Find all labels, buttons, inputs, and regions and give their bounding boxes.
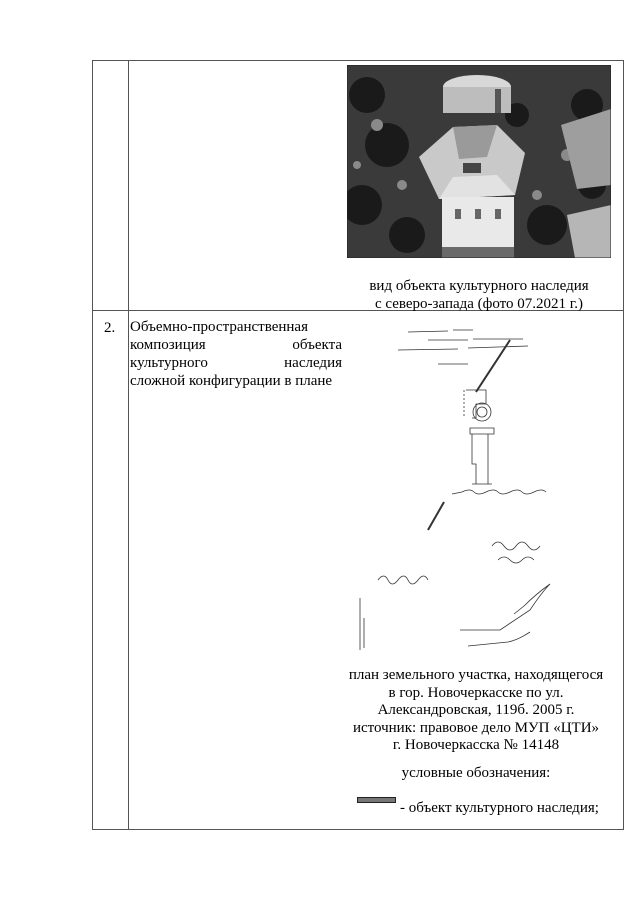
plan-caption-line-4: источник: правовое дело МУП «ЦТИ» bbox=[352, 719, 600, 736]
photo-caption-line-2: с северо-запада (фото 07.2021 г.) bbox=[375, 296, 583, 312]
table-bottom-border bbox=[92, 829, 624, 830]
plan-caption-line-3: Александровская, 119б. 2005 г. bbox=[377, 702, 575, 718]
plan-caption-line-5: г. Новочеркасска № 14148 bbox=[392, 737, 560, 753]
table-left-border bbox=[92, 60, 93, 830]
aerial-photo bbox=[347, 65, 611, 258]
description-line-3: культурного наследия bbox=[130, 355, 342, 371]
description-line-2: композиция объекта bbox=[130, 337, 342, 353]
photo-caption-line-1: вид объекта культурного наследия bbox=[369, 278, 589, 294]
land-plot-plan bbox=[348, 318, 614, 663]
legend-heritage-swatch bbox=[357, 797, 396, 803]
plan-caption-line-1: план земельного участка, находящегося bbox=[348, 667, 604, 683]
plan-caption bbox=[342, 667, 610, 755]
photo-caption bbox=[346, 277, 612, 313]
table-top-border bbox=[92, 60, 624, 61]
plan-caption-line-2: в гор. Новочеркасске по ул. bbox=[388, 684, 564, 701]
legend-heritage-label: - объект культурного наследия; bbox=[400, 800, 599, 816]
table-right-border bbox=[623, 60, 624, 830]
table-column-divider bbox=[128, 60, 129, 830]
description-line-4: сложной конфигурации в плане bbox=[130, 373, 333, 389]
legend-title: условные обозначения: bbox=[401, 765, 551, 781]
description-line-1: Объемно-пространственная bbox=[130, 319, 308, 335]
row-description bbox=[130, 318, 342, 390]
row-number: 2. bbox=[104, 320, 116, 336]
